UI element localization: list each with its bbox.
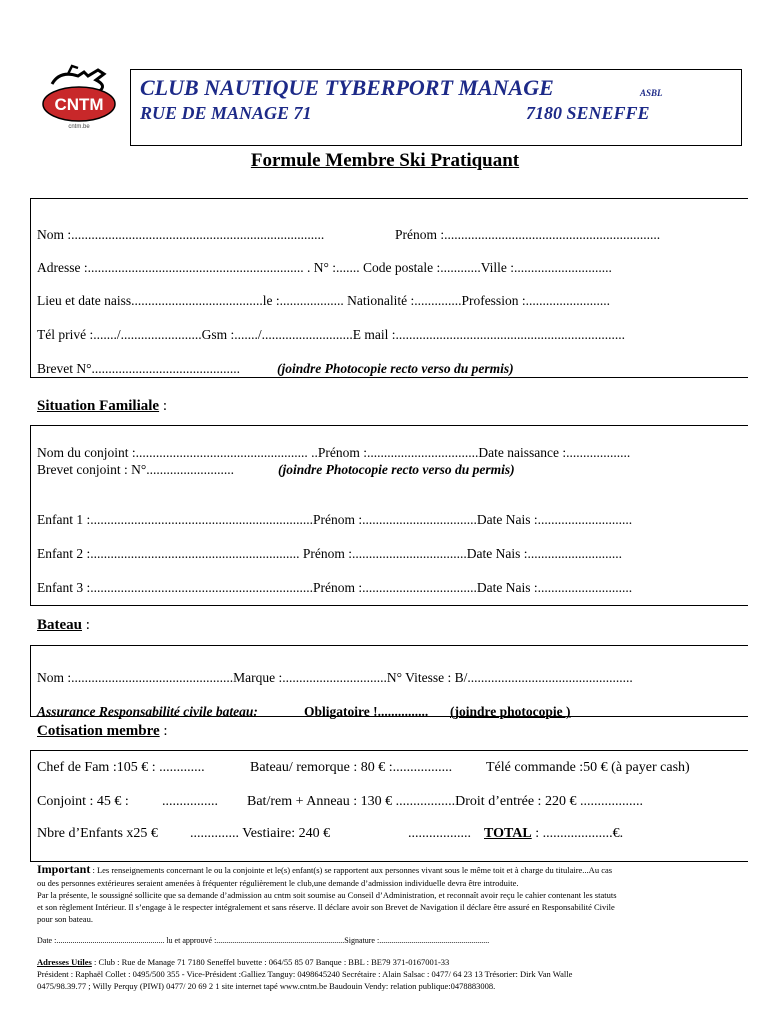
footer-committee: Président : Raphaël Collet : 0495/500 355 - Vice-Président :Galliez Tanguy: 0498645240 Secrétaire : Alain Salsac : 0477/ 64 23 13 Trésorier: Dirk Van Walle: [37, 969, 573, 979]
important-line-2: ou des personnes extérieures seraient amenées à fréquenter régulièrement le club,une demande d’admission individuelle devra être introduite.: [37, 878, 519, 888]
important-note: Important : Les renseignements concernant le ou la conjointe et le(s) enfant(s) se rapportent aux personnes vivant sous le même toit et à charge du titulaire...Au cas: [37, 864, 613, 876]
important-line-4: et son règlement Intérieur. Il s’engage à le respecter intégralement et sans réserve. Il déclare avoir son Brevet de Navigation il déclare être assuré en Responsabilité Civile: [37, 902, 615, 912]
anneau-droit-entree-fee[interactable]: Bat/rem + Anneau : 130 € .................Droit d’entrée : 220 € ..................: [247, 794, 643, 809]
identity-section: [30, 198, 748, 378]
lieu-naissance-field[interactable]: Lieu et date naiss.......................................le :................... Nationalité :..............Profession :.........................: [37, 293, 610, 308]
vestiaire-blank[interactable]: ..................: [408, 826, 471, 841]
club-name: CLUB NAUTIQUE TYBERPORT MANAGE: [140, 75, 554, 100]
club-city: 7180 SENEFFE: [526, 103, 650, 123]
telephone-field[interactable]: Tél privé :......./........................Gsm :......./...........................E mail :....................................................................: [37, 327, 625, 342]
footer-addresses: Adresses Utiles : Club : Rue de Manage 71 7180 Seneffel buvette : 064/55 85 07 Banque : BBL : BE79 371-0167001-33: [37, 957, 450, 967]
brevet-conjoint-note: (joindre Photocopie recto verso du permis): [278, 462, 515, 477]
svg-text:cntm.be: cntm.be: [68, 124, 90, 130]
club-logo: [38, 62, 120, 132]
asbl-label: ASBL: [640, 88, 663, 98]
obligatoire-field[interactable]: Obligatoire !...............: [304, 704, 429, 719]
important-line-5: pour son bateau.: [37, 914, 93, 924]
vestiaire-fee[interactable]: .............. Vestiaire: 240 €: [190, 826, 331, 841]
conjoint-field[interactable]: Nom du conjoint :................................................... ..Prénom :.................................Date naissance :...................: [37, 445, 631, 460]
assurance-label: Assurance Responsabilité civile bateau:: [37, 704, 258, 719]
form-title: Formule Membre Ski Pratiquant: [250, 150, 520, 171]
footer-contacts: 0475/98.39.77 ; Willy Perquy (PIWI) 0477/ 20 69 2 1 site internet tapé www.cntm.be Baudouin Vendy: relation publique:0478883008.: [37, 981, 496, 991]
enfant-2-field[interactable]: Enfant 2 :.............................................................. Prénom :..................................Date Nais :............................: [37, 546, 622, 561]
bateau-title: Bateau :: [37, 617, 90, 633]
signature-line[interactable]: Date :...................................................... lu et approuvé :................................................................Signature :.......................................................: [37, 936, 490, 945]
bateau-remorque-fee[interactable]: Bateau/ remorque : 80 € :.................: [250, 760, 453, 775]
brevet-conjoint-field[interactable]: Brevet conjoint : N°..........................: [37, 462, 235, 477]
logo-text: CNTM: [54, 95, 104, 114]
telecommande-fee[interactable]: Télé commande :50 € (à payer cash): [486, 760, 690, 775]
situation-title: Situation Familiale :: [37, 398, 168, 414]
brevet-note: (joindre Photocopie recto verso du permis): [277, 361, 514, 376]
total-field[interactable]: TOTAL : ....................€.: [484, 826, 624, 841]
adresse-field[interactable]: Adresse :................................................................ . N° :....... Code postale :............Ville :.............................: [37, 260, 612, 275]
conjoint-fee-blank[interactable]: ................: [162, 794, 218, 809]
conjoint-fee[interactable]: Conjoint : 45 € :: [37, 794, 129, 809]
nom-field[interactable]: Nom :...........................................................................: [37, 227, 325, 242]
chef-famille-fee[interactable]: Chef de Fam :105 € : .............: [37, 760, 205, 775]
enfant-1-field[interactable]: Enfant 1 :..................................................................Prénom :..................................Date Nais :............................: [37, 512, 633, 527]
photocopie-note: (joindre photocopie ): [450, 704, 571, 719]
prenom-field[interactable]: Prénom :................................................................: [395, 227, 661, 242]
enfant-3-field[interactable]: Enfant 3 :..................................................................Prénom :..................................Date Nais :............................: [37, 580, 633, 595]
enfants-fee[interactable]: Nbre d’Enfants x25 €: [37, 826, 158, 841]
important-line-3: Par la présente, le soussigné sollicite que sa demande d’admission au cntm soit soumise au Conseil d’Administration, et reconnaît avoir reçu le cahier contenant les statuts: [37, 890, 617, 900]
cotisation-title: Cotisation membre :: [37, 723, 168, 739]
brevet-field[interactable]: Brevet N°............................................: [37, 361, 241, 376]
bateau-nom-field[interactable]: Nom :................................................Marque :...............................N° Vitesse : B/.................................................: [37, 670, 633, 685]
club-street: RUE DE MANAGE 71: [140, 103, 312, 123]
